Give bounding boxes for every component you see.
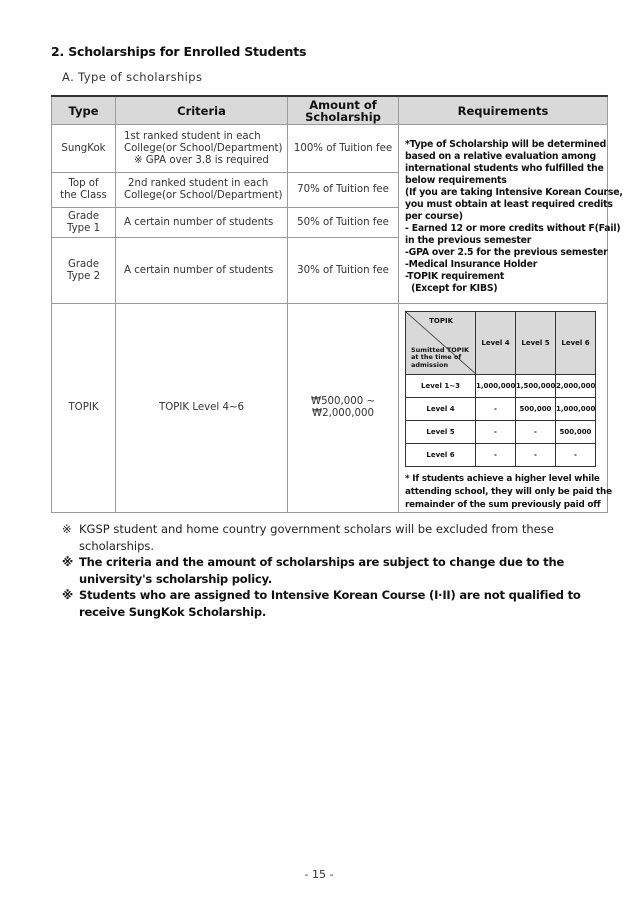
amount-cell xyxy=(288,238,399,304)
requirements-line: - Earned 12 or more credits without F(Fail) xyxy=(405,223,621,234)
amount-cell xyxy=(288,125,399,173)
topik-note xyxy=(405,473,612,512)
amount-line: 100% of Tuition fee xyxy=(293,142,393,154)
footnote-text: KGSP student and home country government scholars will be excluded from these scholarships. xyxy=(79,522,554,553)
topik-value: 1,000,000 xyxy=(556,398,596,421)
criteria-line: College(or School/Department) xyxy=(124,142,283,154)
type-line: the Class xyxy=(60,190,107,201)
type-cell xyxy=(52,304,116,513)
topik-row-label: Level 5 xyxy=(406,421,476,444)
amount-line: 70% of Tuition fee xyxy=(297,184,389,195)
topik-value: 2,000,000 xyxy=(556,375,596,398)
requirements-line: -TOPIK requirement xyxy=(405,271,505,282)
amount-line: ₩500,000 ~ xyxy=(311,396,375,407)
topik-row xyxy=(406,421,596,444)
type-cell xyxy=(52,173,116,208)
topik-corner-bottom xyxy=(411,347,469,370)
topik-corner-top: TOPIK xyxy=(429,317,453,325)
criteria-line: A certain number of students xyxy=(124,216,274,228)
criteria-cell xyxy=(116,208,288,238)
topik-value: 500,000 xyxy=(556,421,596,444)
header-requirements: Requirements xyxy=(399,96,608,125)
topik-col-header: Level 4 xyxy=(476,312,516,375)
header-type: Type xyxy=(52,96,116,125)
table-row xyxy=(52,125,608,173)
topik-corner-bottom-line: Sumitted TOPIK xyxy=(411,345,470,354)
header-criteria: Criteria xyxy=(116,96,288,125)
type-line: TOPIK xyxy=(68,402,99,413)
amount-cell xyxy=(288,208,399,238)
topik-value: - xyxy=(476,444,516,467)
type-cell xyxy=(52,125,116,173)
requirements-line: -Medical Insurance Holder xyxy=(405,259,538,270)
topik-requirements-cell xyxy=(399,304,612,513)
criteria-line: TOPIK Level 4~6 xyxy=(159,402,244,413)
header-amount-line: Scholarship xyxy=(305,109,381,124)
topik-value: - xyxy=(516,421,556,444)
topik-col-header: Level 5 xyxy=(516,312,556,375)
header-amount-line: Amount of xyxy=(309,97,377,112)
topik-note-line: remainder of the sum previously paid off xyxy=(405,500,601,510)
topik-row-label: Level 6 xyxy=(406,444,476,467)
type-line: Type 1 xyxy=(66,222,101,234)
topik-value: 1,500,000 xyxy=(516,375,556,398)
criteria-line: A certain number of students xyxy=(124,264,274,276)
topik-value: - xyxy=(516,444,556,467)
requirements-line: based on a relative evaluation among xyxy=(405,151,597,162)
reference-mark-icon: ※ xyxy=(62,555,73,569)
criteria-line: ※ GPA over 3.8 is required xyxy=(134,154,269,166)
type-line: Type 2 xyxy=(66,270,101,282)
requirements-line: in the previous semester xyxy=(405,235,532,246)
header-amount xyxy=(288,96,399,125)
reference-mark-icon: ※ xyxy=(62,588,73,602)
amount-line: 50% of Tuition fee xyxy=(297,216,389,228)
requirements-line: -GPA over 2.5 for the previous semester xyxy=(405,247,608,258)
criteria-cell xyxy=(116,304,288,513)
topik-value: - xyxy=(476,398,516,421)
topik-value: 500,000 xyxy=(516,398,556,421)
type-line: Top of xyxy=(68,178,99,189)
topik-value: - xyxy=(476,421,516,444)
topik-row xyxy=(406,375,596,398)
requirements-line: international students who fulfilled the xyxy=(405,163,604,174)
table-header-row xyxy=(52,96,608,125)
footnotes xyxy=(62,521,602,620)
table-row xyxy=(52,304,608,513)
requirements-line: you must obtain at least required credits xyxy=(405,199,613,210)
page-number: - 15 - xyxy=(304,868,334,881)
footnote xyxy=(62,554,602,587)
scholarship-table xyxy=(51,95,623,513)
topik-row xyxy=(406,398,596,421)
topik-row-label: Level 1~3 xyxy=(406,375,476,398)
type-line: Grade xyxy=(67,258,100,270)
criteria-line: 2nd ranked student in each xyxy=(128,178,269,189)
requirements-line: (If you are taking Intensive Korean Course, xyxy=(405,187,623,198)
topik-corner-cell xyxy=(406,312,476,375)
requirements-line: below requirements xyxy=(405,175,507,186)
type-cell xyxy=(52,238,116,304)
section-title: 2. Scholarships for Enrolled Students xyxy=(51,44,307,59)
criteria-line: College(or School/Department) xyxy=(124,190,283,201)
topik-table xyxy=(405,311,596,467)
type-line: SungKok xyxy=(61,142,106,154)
topik-value: - xyxy=(556,444,596,467)
subsection-title: A. Type of scholarships xyxy=(62,70,203,84)
criteria-cell xyxy=(116,125,288,173)
requirements-line: *Type of Scholarship will be determined xyxy=(405,139,607,150)
topik-note-line: * If students achieve a higher level while xyxy=(405,474,600,484)
criteria-cell xyxy=(116,238,288,304)
footnote-text: Students who are assigned to Intensive Korean Course (I·II) are not qualified to receive SungKok Scholarship. xyxy=(79,588,581,619)
amount-line: ₩2,000,000 xyxy=(312,408,374,419)
requirements-line: per course) xyxy=(405,211,463,222)
amount-cell xyxy=(288,304,399,513)
topik-row-label: Level 4 xyxy=(406,398,476,421)
topik-note-line: attending school, they will only be paid the xyxy=(405,487,612,497)
type-cell xyxy=(52,208,116,238)
amount-cell xyxy=(288,173,399,208)
footnote xyxy=(62,587,602,620)
amount-line: 30% of Tuition fee xyxy=(297,264,389,276)
topik-corner-bottom-line: admission xyxy=(411,360,449,369)
requirements-cell xyxy=(399,125,623,304)
topik-header-row xyxy=(406,312,596,375)
reference-mark-icon: ※ xyxy=(62,522,72,536)
topik-col-header: Level 6 xyxy=(556,312,596,375)
topik-value: 1,000,000 xyxy=(476,375,516,398)
footnote xyxy=(62,521,602,554)
type-line: Grade xyxy=(67,210,100,222)
criteria-line: 1st ranked student in each xyxy=(124,130,261,142)
footnote-text: The criteria and the amount of scholarships are subject to change due to the university's scholarship policy. xyxy=(79,555,565,586)
topik-corner-bottom-line: at the time of xyxy=(411,353,462,361)
criteria-cell xyxy=(116,173,288,208)
requirements-line: (Except for KIBS) xyxy=(405,283,498,294)
topik-row xyxy=(406,444,596,467)
